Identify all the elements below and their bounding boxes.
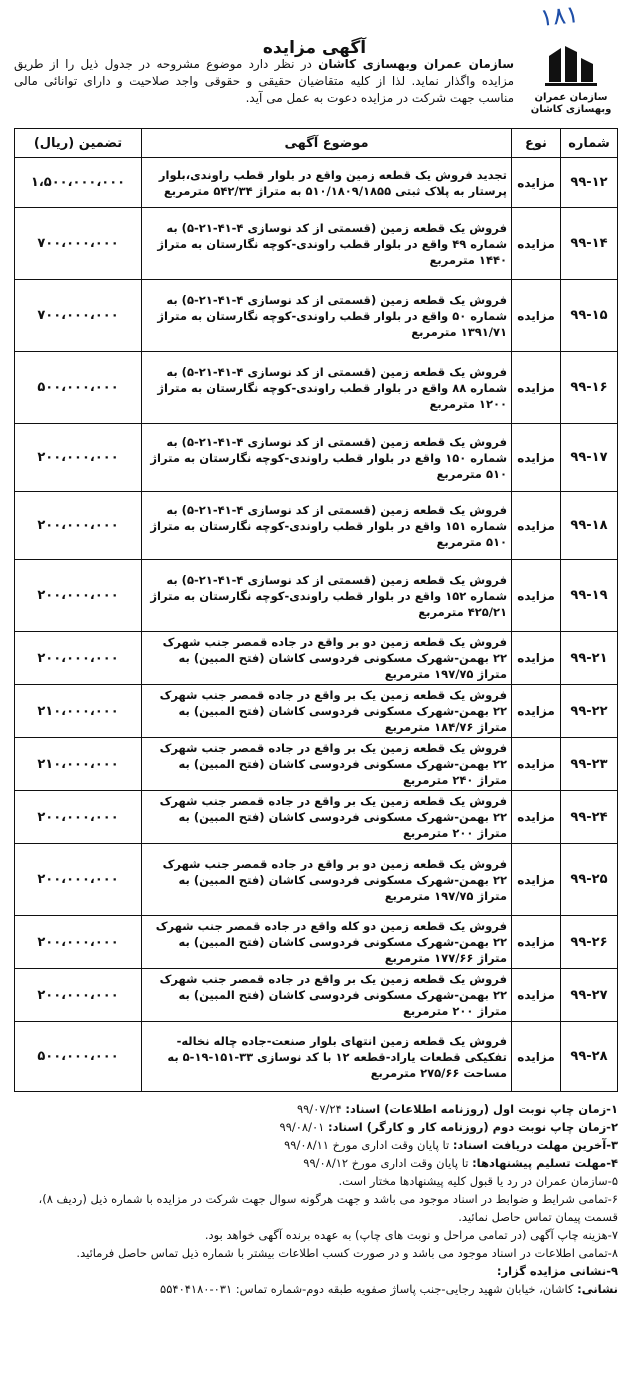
row-deposit: ۷۰۰،۰۰۰،۰۰۰ [15, 280, 142, 352]
row-deposit: ۲۰۰،۰۰۰،۰۰۰ [15, 492, 142, 560]
address-text: کاشان، خیابان شهید رجایی-جنب پاساژ صفویه طبقه دوم-شماره تماس: ۰۳۱-۵۵۴۰۴۱۸۰ [160, 1282, 574, 1296]
row-deposit: ۷۰۰،۰۰۰،۰۰۰ [15, 208, 142, 280]
row-type: مزایده [512, 492, 561, 560]
header-type: نوع [512, 129, 561, 158]
row-type: مزایده [512, 916, 561, 969]
row-number: ۹۹-۲۲ [561, 685, 618, 738]
note-6: ۶-تمامی شرایط و ضوابط در اسناد موجود می باشد و جهت هرگونه سوال جهت شرکت در مزایده با شماره ذیل (ردیف ۸)، قسمت پیمان تماس حاصل نمائید. [38, 1192, 618, 1224]
note-2-value: ۹۹/۰۸/۰۱ [279, 1120, 325, 1134]
table-header-row [15, 129, 618, 158]
row-type: مزایده [512, 969, 561, 1022]
table-row [15, 560, 618, 632]
table-row [15, 424, 618, 492]
table-row [15, 685, 618, 738]
logo-label-line1: سازمان عمران [534, 92, 608, 103]
page-title: آگهی مزایده [262, 38, 367, 58]
intro-org: سازمان عمران وبهسازی کاشان [318, 57, 514, 71]
row-subject: فروش یک قطعه زمین (قسمتی از کد نوسازی ۴-۴۱-۲۱-۵) به شماره ۸۸ واقع در بلوار قطب راوندی-کوچه نگارستان به متراژ ۱۲۰۰ مترمربع [142, 352, 512, 424]
header-deposit: تضمین (ریال) [15, 129, 142, 158]
row-number: ۹۹-۲۳ [561, 738, 618, 791]
row-number: ۹۹-۱۷ [561, 424, 618, 492]
logo-label-line2: وبهسازی کاشان [530, 104, 612, 115]
note-1-label: ۱-زمان چاپ نوبت اول (روزنامه اطلاعات) اسناد: [345, 1102, 618, 1116]
row-subject: فروش یک قطعه زمین انتهای بلوار صنعت-جاده چاله نخاله-تفکیکی قطعات یاراد-قطعه ۱۲ با کد نوسازی ۳۳-۱۵۱-۱۹-۵ به مساحت ۲۷۵/۶۶ مترمربع [142, 1022, 512, 1092]
note-1 [14, 1100, 618, 1118]
row-type: مزایده [512, 1022, 561, 1092]
note-8: ۸-تمامی اطلاعات در اسناد موجود می باشد و در صورت کسب اطلاعات بیشتر با شماره ذیل تماس حاصل فرمائید. [76, 1246, 618, 1260]
row-deposit: ۲۰۰،۰۰۰،۰۰۰ [15, 632, 142, 685]
row-number: ۹۹-۲۸ [561, 1022, 618, 1092]
row-deposit: ۲۰۰،۰۰۰،۰۰۰ [15, 844, 142, 916]
note-3 [14, 1136, 618, 1154]
intro-paragraph [14, 56, 514, 107]
row-number: ۹۹-۲۶ [561, 916, 618, 969]
row-subject: فروش یک قطعه زمین دو کله واقع در جاده قمصر جنب شهرک ۲۲ بهمن-شهرک مسکونی فردوسی کاشان (فتح المبین) به متراژ ۱۷۷/۶۶ مترمربع [142, 916, 512, 969]
handwritten-number: ۱۸۱ [538, 0, 581, 32]
address-label: نشانی: [577, 1282, 618, 1296]
row-deposit: ۲۰۰،۰۰۰،۰۰۰ [15, 791, 142, 844]
row-type: مزایده [512, 632, 561, 685]
row-type: مزایده [512, 844, 561, 916]
table-row [15, 158, 618, 208]
note-3-value: تا پایان وقت اداری مورخ ۹۹/۰۸/۱۱ [284, 1138, 450, 1152]
row-subject: فروش یک قطعه زمین یک بر واقع در جاده قمصر جنب شهرک ۲۲ بهمن-شهرک مسکونی فردوسی کاشان (فتح المبین) به متراژ ۱۸۴/۷۶ مترمربع [142, 685, 512, 738]
row-deposit: ۱،۵۰۰،۰۰۰،۰۰۰ [15, 158, 142, 208]
row-type: مزایده [512, 424, 561, 492]
row-type: مزایده [512, 738, 561, 791]
table-row [15, 791, 618, 844]
row-number: ۹۹-۱۹ [561, 560, 618, 632]
header-number: شماره [561, 129, 618, 158]
table-row [15, 844, 618, 916]
row-type: مزایده [512, 352, 561, 424]
table-row [15, 738, 618, 791]
table-row [15, 208, 618, 280]
note-2 [14, 1118, 618, 1136]
row-number: ۹۹-۱۶ [561, 352, 618, 424]
row-deposit: ۵۰۰،۰۰۰،۰۰۰ [15, 1022, 142, 1092]
note-9: ۹-نشانی مزایده گزار: [496, 1264, 618, 1278]
row-subject: فروش یک قطعه زمین (قسمتی از کد نوسازی ۴-۴۱-۲۱-۵) به شماره ۱۵۲ واقع در بلوار قطب راوندی-کوچه نگارستان به متراژ ۴۲۵/۲۱ مترمربع [142, 560, 512, 632]
table-row [15, 969, 618, 1022]
row-subject: فروش یک قطعه زمین یک بر واقع در جاده قمصر جنب شهرک ۲۲ بهمن-شهرک مسکونی فردوسی کاشان (فتح المبین) به متراژ ۲۰۰ مترمربع [142, 969, 512, 1022]
organization-logo-icon [543, 42, 599, 88]
row-subject: فروش یک قطعه زمین (قسمتی از کد نوسازی ۴-۴۱-۲۱-۵) به شماره ۱۵۱ واقع در بلوار قطب راوندی-کوچه نگارستان به متراژ ۵۱۰ مترمربع [142, 492, 512, 560]
row-deposit: ۲۰۰،۰۰۰،۰۰۰ [15, 969, 142, 1022]
row-number: ۹۹-۲۷ [561, 969, 618, 1022]
auction-table [14, 128, 618, 1092]
row-number: ۹۹-۱۲ [561, 158, 618, 208]
row-type: مزایده [512, 208, 561, 280]
table-row [15, 492, 618, 560]
row-number: ۹۹-۱۵ [561, 280, 618, 352]
row-type: مزایده [512, 280, 561, 352]
row-deposit: ۲۱۰،۰۰۰،۰۰۰ [15, 738, 142, 791]
note-7: ۷-هزینه چاپ آگهی (در تمامی مراحل و نوبت های چاپ) به عهده برنده آگهی خواهد بود. [204, 1228, 618, 1242]
note-4-label: ۴-مهلت تسلیم پیشنهادها: [472, 1156, 618, 1170]
note-4 [14, 1154, 618, 1172]
row-deposit: ۲۰۰،۰۰۰،۰۰۰ [15, 560, 142, 632]
row-number: ۹۹-۱۴ [561, 208, 618, 280]
note-4-value: تا پایان وقت اداری مورخ ۹۹/۰۸/۱۲ [303, 1156, 469, 1170]
row-subject: فروش یک قطعه زمین دو بر واقع در جاده قمصر جنب شهرک ۲۲ بهمن-شهرک مسکونی فردوسی کاشان (فتح المبین) به متراژ ۱۹۷/۷۵ مترمربع [142, 632, 512, 685]
row-type: مزایده [512, 560, 561, 632]
row-deposit: ۲۰۰،۰۰۰،۰۰۰ [15, 424, 142, 492]
table-row [15, 1022, 618, 1092]
table-row [15, 280, 618, 352]
row-type: مزایده [512, 791, 561, 844]
table-row [15, 352, 618, 424]
row-number: ۹۹-۲۵ [561, 844, 618, 916]
row-subject: فروش یک قطعه زمین (قسمتی از کد نوسازی ۴-۴۱-۲۱-۵) به شماره ۱۵۰ واقع در بلوار قطب راوندی-کوچه نگارستان به متراژ ۵۱۰ مترمربع [142, 424, 512, 492]
intro-text: در نظر دارد موضوع مشروحه در جدول ذیل را از طریق مزایده واگذار نماید. لذا از کلیه متقاضیان حقیقی و حقوقی واجد صلاحیت و دارای توانائی مالی مناسب جهت شرکت در مزایده دعوت به عمل می آید. [14, 57, 514, 105]
row-subject: فروش یک قطعه زمین دو بر واقع در جاده قمصر جنب شهرک ۲۲ بهمن-شهرک مسکونی فردوسی کاشان (فتح المبین) به متراژ ۱۹۷/۷۵ مترمربع [142, 844, 512, 916]
logo [521, 42, 621, 122]
row-subject: فروش یک قطعه زمین (قسمتی از کد نوسازی ۴-۴۱-۲۱-۵) به شماره ۵۰ واقع در بلوار قطب راوندی-کوچه نگارستان به متراژ ۱۳۹۱/۷۱ مترمربع [142, 280, 512, 352]
row-type: مزایده [512, 158, 561, 208]
row-subject: فروش یک قطعه زمین (قسمتی از کد نوسازی ۴-۴۱-۲۱-۵) به شماره ۴۹ واقع در بلوار قطب راوندی-کوچه نگارستان به متراژ ۱۴۴۰ مترمربع [142, 208, 512, 280]
note-2-label: ۲-زمان چاپ نوبت دوم (روزنامه کار و کارگر) اسناد: [327, 1120, 618, 1134]
row-deposit: ۵۰۰،۰۰۰،۰۰۰ [15, 352, 142, 424]
row-deposit: ۲۱۰،۰۰۰،۰۰۰ [15, 685, 142, 738]
header-subject: موضوع آگهی [142, 129, 512, 158]
row-subject: تجدید فروش یک قطعه زمین واقع در بلوار قطب راوندی،بلوار پرستار به پلاک ثبتی ۵۱۰/۱۸۰۹/۱۸۵۵ به متراژ ۵۴۲/۳۴ مترمربع [142, 158, 512, 208]
table-row [15, 916, 618, 969]
row-number: ۹۹-۲۴ [561, 791, 618, 844]
note-3-label: ۳-آخرین مهلت دریافت اسناد: [452, 1138, 618, 1152]
row-number: ۹۹-۱۸ [561, 492, 618, 560]
table-row [15, 632, 618, 685]
row-deposit: ۲۰۰،۰۰۰،۰۰۰ [15, 916, 142, 969]
row-subject: فروش یک قطعه زمین یک بر واقع در جاده قمصر جنب شهرک ۲۲ بهمن-شهرک مسکونی فردوسی کاشان (فتح المبین) به متراژ ۲۴۰ مترمربع [142, 738, 512, 791]
notes-section [14, 1100, 618, 1298]
row-subject: فروش یک قطعه زمین یک بر واقع در جاده قمصر جنب شهرک ۲۲ بهمن-شهرک مسکونی فردوسی کاشان (فتح المبین) به متراژ ۲۰۰ مترمربع [142, 791, 512, 844]
row-type: مزایده [512, 685, 561, 738]
note-5: ۵-سازمان عمران در رد یا قبول کلیه پیشنهادها مختار است. [338, 1174, 618, 1188]
address-line [14, 1280, 618, 1298]
row-number: ۹۹-۲۱ [561, 632, 618, 685]
note-1-value: ۹۹/۰۷/۲۴ [296, 1102, 342, 1116]
